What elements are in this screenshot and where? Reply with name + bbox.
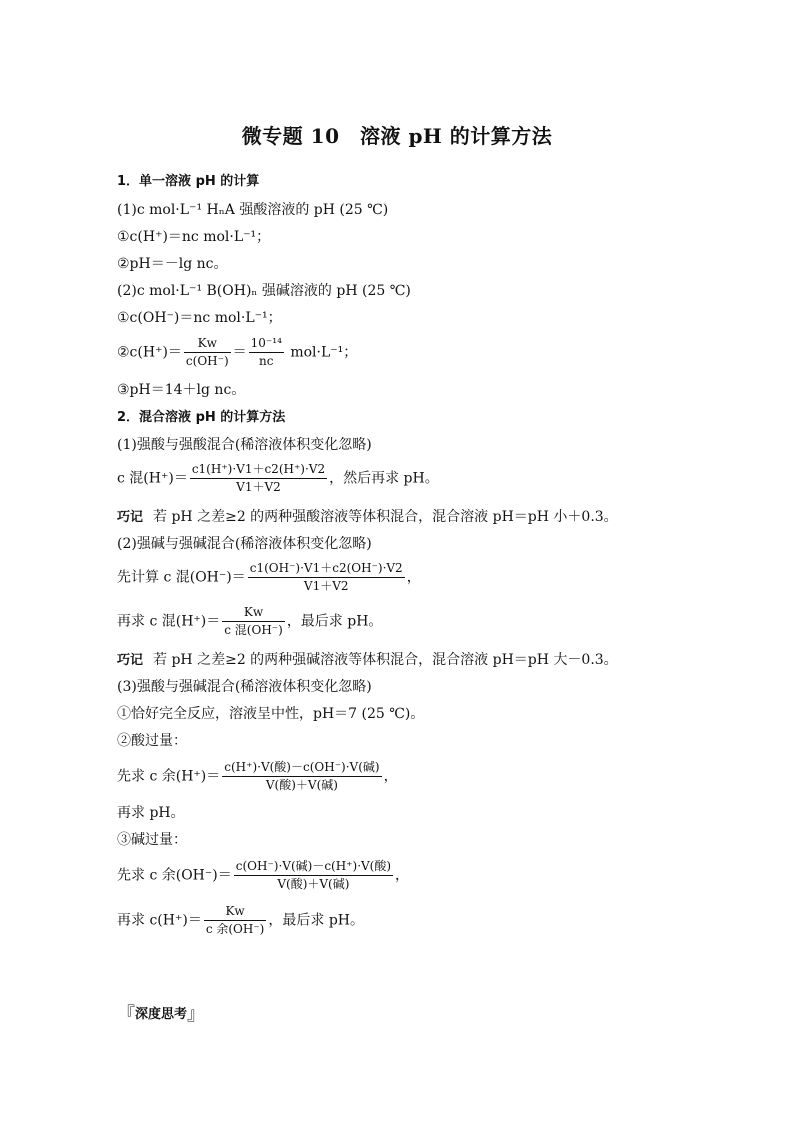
- fraction-acid-mix: [190, 462, 327, 495]
- open-corner-bracket: 『: [117, 1004, 135, 1025]
- fraction-denominator: c 混(OH⁻): [224, 623, 283, 637]
- fraction-kw-over-oh-mix: [222, 605, 285, 638]
- fraction-numerator: c1(OH⁻)·V1＋c2(OH⁻)·V2: [248, 561, 405, 578]
- fraction-kw-over-oh: [184, 336, 231, 369]
- s1-l6-prefix: ②c(H⁺)＝: [117, 344, 182, 361]
- s1-line-5: ①c(OH⁻)＝nc mol·L⁻¹；: [117, 310, 282, 326]
- tip-1: [117, 507, 618, 528]
- s2-part-3-line-1: ①恰好完全反应，溶液呈中性，pH＝7 (25 ℃)。: [117, 706, 425, 722]
- fraction-numerator: 10⁻¹⁴: [249, 336, 284, 353]
- s2-part-3-line-2: ②酸过量：: [117, 733, 187, 749]
- s1-line-2: ①c(H⁺)＝nc mol·L⁻¹；: [117, 229, 271, 245]
- s2-part-3-line-4: ③碱过量：: [117, 832, 187, 848]
- s2-base-excess-h-formula: [117, 904, 364, 937]
- formula-suffix: ，最后求 pH。: [286, 613, 383, 630]
- s2-part-1-title: (1)强酸与强酸混合(稀溶液体积变化忽略): [117, 437, 372, 453]
- s2-part-3-line-3: 再求 pH。: [117, 805, 185, 821]
- fraction-kw-over-oh-remaining: [204, 904, 267, 937]
- s1-line-3: ②pH＝－lg nc。: [117, 256, 228, 272]
- fraction-denominator: V1＋V2: [303, 579, 349, 593]
- formula-prefix: 再求 c(H⁺)＝: [117, 912, 202, 929]
- formula-suffix: ，: [395, 867, 410, 884]
- s1-l6-equals: ＝: [232, 344, 247, 361]
- fraction-denominator: c 余(OH⁻): [205, 922, 265, 936]
- fraction-1e-14-over-nc: [249, 336, 284, 369]
- s1-line-6: [117, 336, 357, 369]
- s2-part-2-title: (2)强碱与强碱混合(稀溶液体积变化忽略): [117, 536, 372, 552]
- tip-2: [117, 650, 618, 671]
- page-title: 微专题 10 溶液 pH 的计算方法: [241, 124, 553, 148]
- fraction-base-excess: [234, 859, 393, 892]
- section-1-heading: 1．单一溶液 pH 的计算: [117, 174, 260, 189]
- formula-suffix: ，然后再求 pH。: [329, 470, 439, 487]
- section-2-heading: 2．混合溶液 pH 的计算方法: [117, 410, 286, 425]
- fraction-denominator: nc: [259, 354, 274, 368]
- s1-l6-suffix: mol·L⁻¹；: [285, 344, 358, 361]
- fraction-numerator: Kw: [222, 605, 285, 622]
- fraction-denominator: V(酸)＋V(碱): [277, 877, 350, 891]
- tip-text: 若 pH 之差≥2 的两种强碱溶液等体积混合，混合溶液 pH＝pH 大－0.3。: [153, 652, 618, 668]
- s2-acid-excess-formula: [117, 760, 398, 793]
- fraction-denominator: V(酸)＋V(碱): [265, 778, 338, 792]
- formula-prefix: 先计算 c 混(OH⁻)＝: [117, 569, 246, 586]
- deep-thinking-label: 深度思考: [135, 1007, 188, 1022]
- formula-suffix: ，: [406, 569, 421, 586]
- formula-prefix: c 混(H⁺)＝: [117, 470, 188, 487]
- fraction-numerator: c1(H⁺)·V1＋c2(H⁺)·V2: [190, 462, 327, 479]
- s2-part-2b-formula: [117, 605, 382, 638]
- deep-thinking-heading: [117, 1000, 205, 1026]
- formula-prefix: 再求 c 混(H⁺)＝: [117, 613, 221, 630]
- fraction-numerator: Kw: [204, 904, 267, 921]
- s1-line-4: (2)c mol·L⁻¹ B(OH)ₙ 强碱溶液的 pH (25 ℃): [117, 283, 411, 299]
- fraction-denominator: c(OH⁻): [185, 354, 229, 368]
- formula-suffix: ，: [383, 768, 398, 785]
- fraction-denominator: V1＋V2: [236, 480, 281, 494]
- formula-suffix: ，最后求 pH。: [268, 912, 364, 929]
- s1-line-1: (1)c mol·L⁻¹ HₙA 强酸溶液的 pH (25 ℃): [117, 202, 389, 218]
- s2-part-3-title: (3)强酸与强碱混合(稀溶液体积变化忽略): [117, 679, 372, 695]
- fraction-base-mix: [248, 561, 405, 594]
- tip-text: 若 pH 之差≥2 的两种强酸溶液等体积混合，混合溶液 pH＝pH 小＋0.3。: [153, 509, 618, 525]
- fraction-numerator: Kw: [184, 336, 231, 353]
- s2-part-1-formula: [117, 462, 439, 495]
- s2-base-excess-formula: [117, 859, 409, 892]
- s2-part-2-formula: [117, 561, 421, 594]
- formula-prefix: 先求 c 余(H⁺)＝: [117, 768, 221, 785]
- fraction-numerator: c(H⁺)·V(酸)－c(OH⁻)·V(碱): [222, 760, 381, 777]
- tip-label: 巧记: [117, 653, 144, 668]
- close-corner-bracket: 』: [187, 1004, 206, 1025]
- s1-line-7: ③pH＝14＋lg nc。: [117, 382, 246, 398]
- tip-label: 巧记: [117, 510, 144, 525]
- fraction-numerator: c(OH⁻)·V(碱)－c(H⁺)·V(酸): [234, 859, 393, 876]
- formula-prefix: 先求 c 余(OH⁻)＝: [117, 867, 232, 884]
- fraction-acid-excess: [222, 760, 381, 793]
